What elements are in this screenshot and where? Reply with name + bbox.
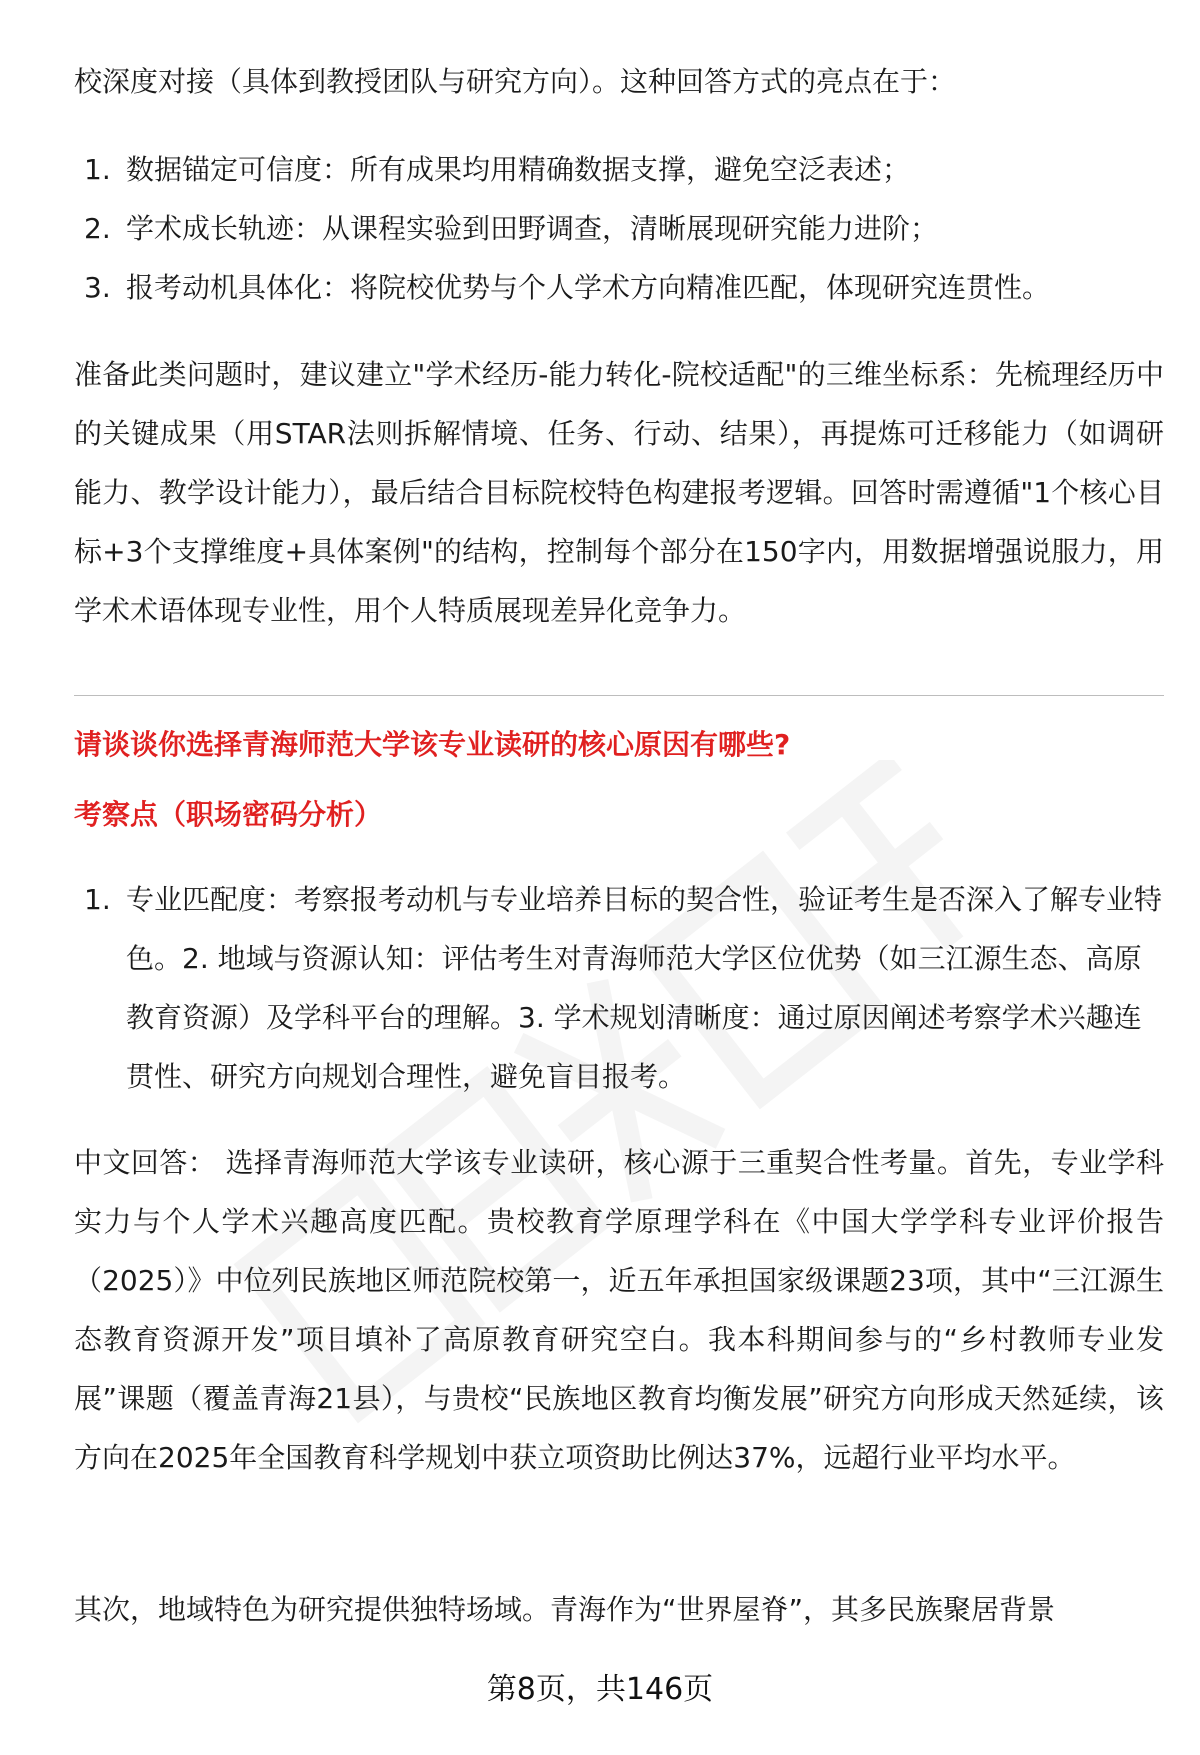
list-text: 学术成长轨迹：从课程实验到田野调查，清晰展现研究能力进阶；: [126, 212, 939, 245]
list-text: 数据锚定可信度：所有成果均用精确数据支撑，避免空泛表述；: [126, 153, 911, 186]
list-text: 专业匹配度：考察报考动机与专业培养目标的契合性，验证考生是否深入了解专业特色。2. 地域与资源认知：评估考生对青海师范大学区位优势（如三江源生态、高原教育资源）及学科平台的理解。3. 学术规划清晰度：通过原因阐述考察学术兴趣连贯性、研究方向规划合理性，避免盲目报考。: [126, 883, 1163, 1093]
list-item: [74, 199, 1164, 258]
list-number: 1.: [84, 883, 111, 916]
assessment-points-list: [74, 870, 1164, 1106]
question-title: 请谈谈你选择青海师范大学该专业读研的核心原因有哪些?: [74, 728, 791, 761]
list-number: 3.: [84, 271, 111, 304]
page-number: 第8页，共146页: [486, 1672, 714, 1707]
question-subtitle: 考察点（职场密码分析）: [74, 798, 383, 831]
list-text: 报考动机具体化：将院校优势与个人学术方向精准匹配，体现研究连贯性。: [126, 271, 1051, 304]
list-item: [74, 870, 1164, 1106]
answer-paragraph: 中文回答： 选择青海师范大学该专业读研，核心源于三重契合性考量。首先，专业学科实力与个人学术兴趣高度匹配。贵校教育学原理学科在《中国大学学科专业评价报告（2025）》中位列民族地区师范院校第一，近五年承担国家级课题23项，其中“三江源生态教育资源开发”项目填补了高原教育研究空白。我本科期间参与的“乡村教师专业发展”课题（覆盖青海21县），与贵校“民族地区教育均衡发展”研究方向形成天然延续，该方向在2025年全国教育科学规划中获立项资助比例达37%，远超行业平均水平。: [74, 1146, 1164, 1474]
intro-line: 校深度对接（具体到教授团队与研究方向）。这种回答方式的亮点在于：: [74, 65, 957, 98]
list-number: 2.: [84, 212, 111, 245]
list-item: [74, 258, 1164, 317]
highlights-list: [74, 140, 1164, 317]
advice-paragraph: 准备此类问题时，建议建立"学术经历-能力转化-院校适配"的三维坐标系：先梳理经历中的关键成果（用STAR法则拆解情境、任务、行动、结果），再提炼可迁移能力（如调研能力、教学设计能力），最后结合目标院校特色构建报考逻辑。回答时需遵循"1个核心目标+3个支撑维度+具体案例"的结构，控制每个部分在150字内，用数据增强说服力，用学术术语体现专业性，用个人特质展现差异化竞争力。: [74, 358, 1164, 627]
list-number: 1.: [84, 153, 111, 186]
section-divider: [74, 695, 1164, 696]
list-item: [74, 140, 1164, 199]
answer-paragraph-continued: 其次，地域特色为研究提供独特场域。青海作为“世界屋脊”，其多民族聚居背景: [74, 1593, 1056, 1626]
